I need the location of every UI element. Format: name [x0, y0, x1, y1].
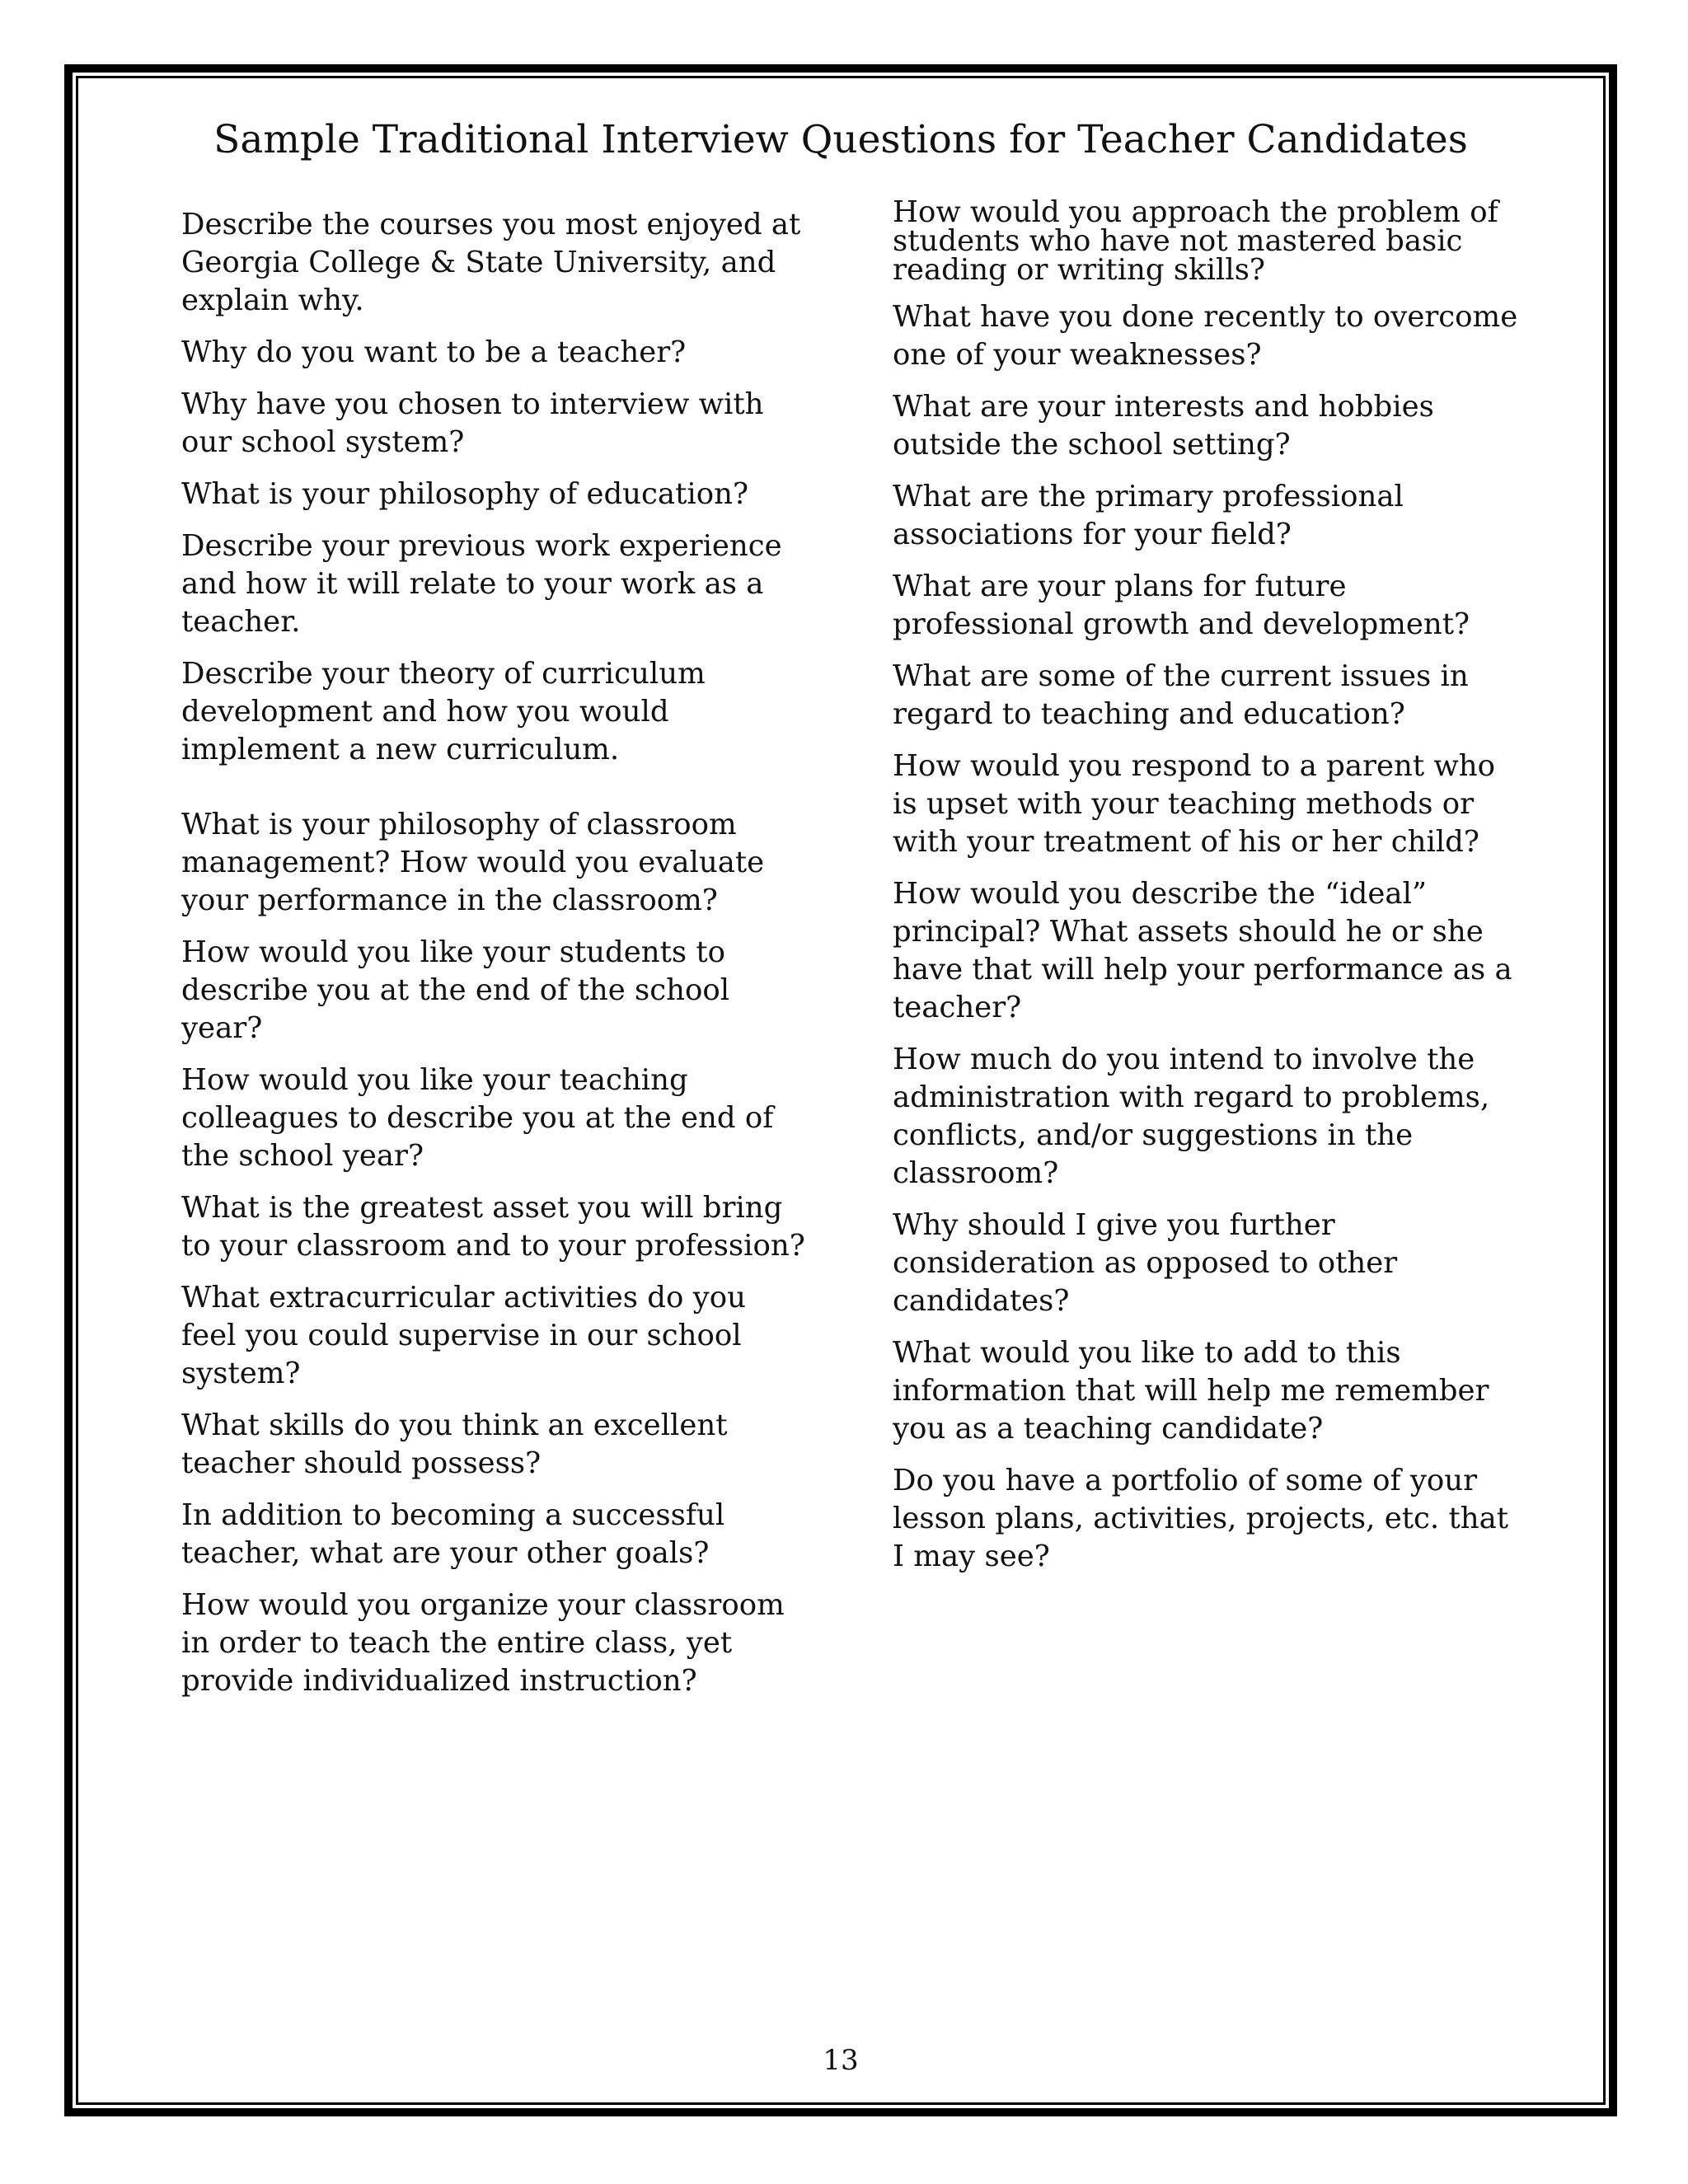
- left-question-column: [181, 206, 808, 1714]
- question-item: How much do you intend to involve the administration with regard to problems, conflicts, and/or suggestions in the classroom?: [893, 1043, 1490, 1190]
- question-item: How would you like your students to describe you at the end of the school year?: [181, 935, 730, 1045]
- question-item: What are some of the current issues in regard to teaching and education?: [893, 659, 1469, 731]
- question-item: Describe your previous work experience and how it will relate to your work as a teacher.: [181, 529, 782, 639]
- question-item: What are your plans for future professional growth and development?: [893, 569, 1470, 641]
- question-item: What are the primary professional associations for your field?: [893, 480, 1404, 551]
- question-item: What have you done recently to overcome one of your weaknesses?: [893, 300, 1518, 372]
- question-item: Why do you want to be a teacher?: [181, 335, 687, 369]
- page-title: Sample Traditional Interview Questions for Teacher Candidates: [213, 117, 1468, 162]
- question-item: What are your interests and hobbies outside the school setting?: [893, 390, 1434, 462]
- question-item: Describe your theory of curriculum development and how you would implement a new curriculum.: [181, 657, 706, 766]
- question-item: What skills do you think an excellent teacher should possess?: [181, 1408, 728, 1480]
- right-question-column: [893, 195, 1527, 1590]
- question-item: What would you like to add to this information that will help me remember you as a teaching candidate?: [893, 1336, 1489, 1446]
- question-item: Do you have a portfolio of some of your lesson plans, activities, projects, etc. that I may see?: [893, 1464, 1509, 1573]
- question-item: Why should I give you further consideration as opposed to other candidates?: [893, 1208, 1398, 1318]
- question-item: What is your philosophy of classroom management? How would you evaluate your performance in the classroom?: [181, 808, 765, 917]
- question-item: How would you approach the problem of students who have not mastered basic reading or writing skills?: [893, 195, 1498, 287]
- question-item: How would you describe the “ideal” principal? What assets should he or she have that will help your performance as a teacher?: [893, 877, 1512, 1024]
- question-item: In addition to becoming a successful teacher, what are your other goals?: [181, 1498, 725, 1570]
- question-item: How would you organize your classroom in order to teach the entire class, yet provide individualized instruction?: [181, 1588, 785, 1698]
- question-item: How would you like your teaching colleagues to describe you at the end of the school year?: [181, 1063, 774, 1173]
- question-item: What extracurricular activities do you feel you could supervise in our school system?: [181, 1281, 746, 1390]
- page-number: 13: [823, 2044, 859, 2077]
- question-item: What is the greatest asset you will bring to your classroom and to your profession?: [181, 1191, 805, 1263]
- question-item: Describe the courses you most enjoyed at Georgia College & State University, and explain why.: [181, 208, 801, 317]
- question-item: Why have you chosen to interview with our school system?: [181, 387, 764, 459]
- question-item: What is your philosophy of education?: [181, 477, 748, 511]
- question-item: How would you respond to a parent who is upset with your teaching methods or with your treatment of his or her child?: [893, 749, 1496, 859]
